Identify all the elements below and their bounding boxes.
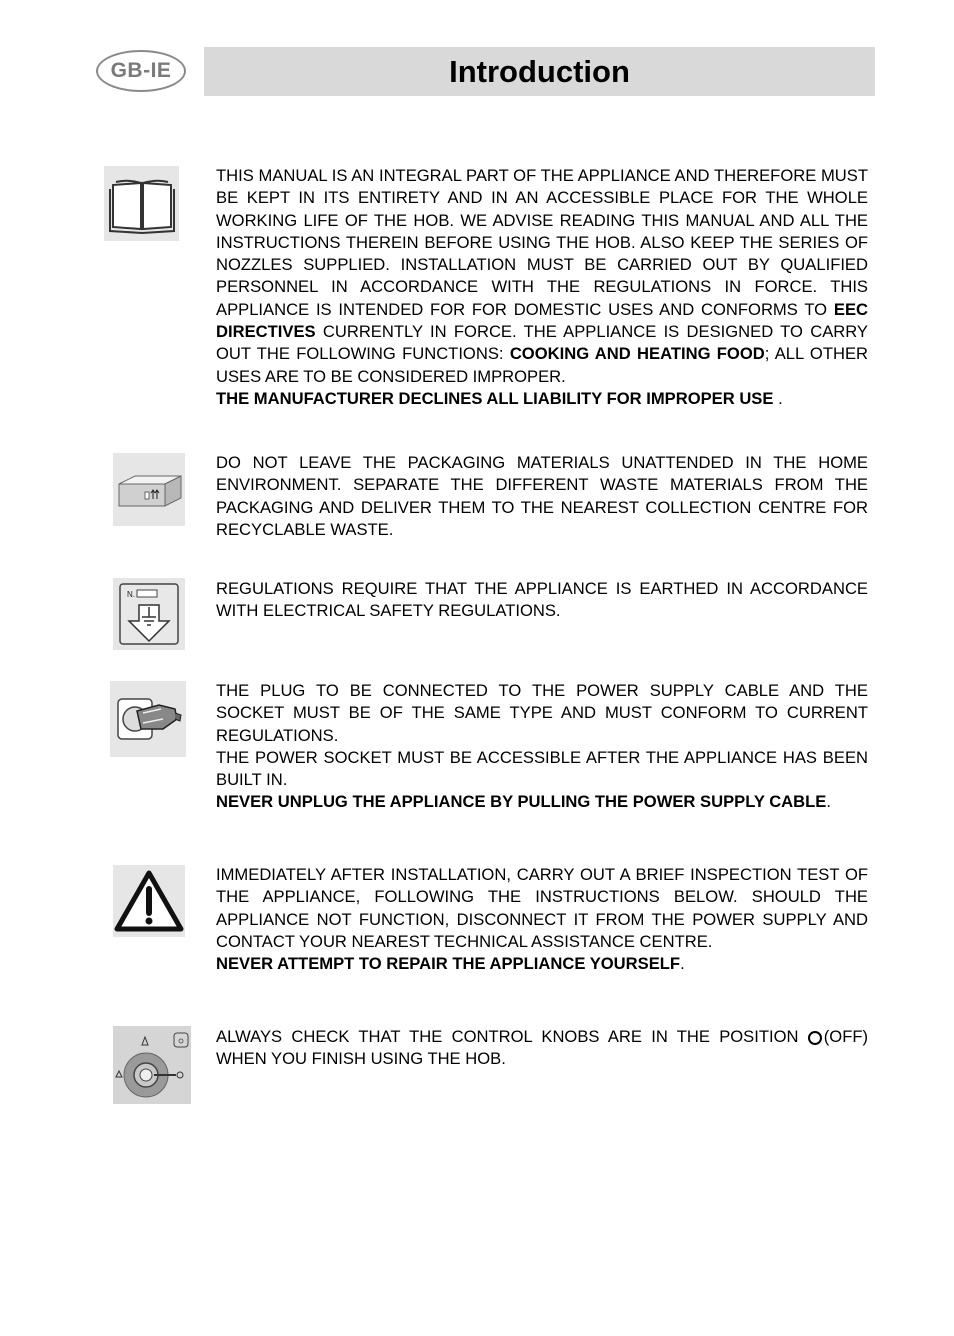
text: CURRENTLY IN FORCE. THE APPLIANCE IS DESIGNED TO CARRY OUT THE FOLLOWING FUNCTIONS: — [216, 322, 868, 364]
text: (OFF) WHEN YOU FINISH USING THE HOB. — [216, 1027, 868, 1069]
plug-socket-icon — [110, 681, 186, 757]
text: . — [826, 792, 831, 812]
open-book-icon — [104, 166, 179, 241]
earth-ground-icon — [113, 578, 185, 650]
paragraph — [216, 388, 868, 410]
paragraph — [216, 1026, 868, 1071]
paragraph — [216, 680, 868, 747]
paragraph — [216, 165, 868, 388]
paragraph — [216, 747, 868, 792]
paragraph — [216, 452, 868, 541]
bold-text: COOKING AND HEATING FOOD — [509, 344, 765, 364]
page-title: Introduction — [449, 53, 630, 89]
bold-text: NEVER ATTEMPT TO REPAIR THE APPLIANCE YOURSELF — [216, 954, 681, 974]
text: . — [680, 954, 685, 974]
text: IMMEDIATELY AFTER INSTALLATION, CARRY OUT A BRIEF INSPECTION TEST OF THE APPLIANCE, FOLLOWING THE INSTRUCTIONS BELOW. SHOULD THE APPLIANCE NOT FUNCTION, DISCONNECT IT FROM THE POWER SUPPLY AND CONTACT YOUR NEAREST TECHNICAL ASSISTANCE CENTRE. — [216, 865, 868, 951]
bold-text: THE MANUFACTURER DECLINES ALL LIABILITY FOR IMPROPER USE — [216, 388, 774, 408]
bold-text: NEVER UNPLUG THE APPLIANCE BY PULLING THE POWER SUPPLY CABLE — [216, 792, 827, 812]
title-bar — [204, 47, 875, 96]
bold-text: EEC DIRECTIVES — [216, 299, 868, 342]
text: ALWAYS CHECK THAT THE CONTROL KNOBS ARE IN THE POSITION — [216, 1027, 808, 1046]
text: REGULATIONS REQUIRE THAT THE APPLIANCE IS EARTHED IN ACCORDANCE WITH ELECTRICAL SAFETY REGULATIONS. — [216, 579, 868, 621]
paragraph — [216, 578, 868, 623]
paragraph — [216, 953, 868, 975]
control-knob-icon — [113, 1026, 191, 1104]
text: THE PLUG TO BE CONNECTED TO THE POWER SUPPLY CABLE AND THE SOCKET MUST BE OF THE SAME TYPE AND MUST CONFORM TO CURRENT REGULATIONS. — [216, 681, 868, 745]
packaging-box-icon — [113, 453, 185, 526]
text: ; ALL OTHER USES ARE TO BE CONSIDERED IMPROPER. — [216, 344, 869, 386]
section-manual-text — [216, 165, 868, 410]
paragraph — [216, 791, 868, 813]
section-plug-text — [216, 680, 868, 814]
text: DO NOT LEAVE THE PACKAGING MATERIALS UNATTENDED IN THE HOME ENVIRONMENT. SEPARATE THE DIFFERENT WASTE MATERIALS FROM THE PACKAGING AND DELIVER THEM TO THE NEAREST COLLECTION CENTRE FOR RECYCLABLE WASTE. — [216, 453, 868, 539]
warning-triangle-icon — [113, 865, 185, 937]
off-position-icon — [808, 1031, 822, 1045]
section-inspection-text — [216, 864, 868, 975]
section-packaging-text — [216, 452, 868, 541]
section-earthing-text — [216, 578, 868, 623]
text: THIS MANUAL IS AN INTEGRAL PART OF THE APPLIANCE AND THEREFORE MUST BE KEPT IN ITS ENTIRETY AND IN AN ACCESSIBLE PLACE FOR THE WHOLE WORKING LIFE OF THE HOB. WE ADVISE READING THIS MANUAL AND ALL THE INSTRUCTIONS THEREIN BEFORE USING THE HOB. ALSO KEEP THE SERIES OF NOZZLES SUPPLIED. INSTALLATION MUST BE CARRIED OUT BY QUALIFIED PERSONNEL IN ACCORDANCE WITH THE REGULATIONS IN FORCE. THIS APPLIANCE IS INTENDED FOR FOR DOMESTIC USES AND CONFORMS TO — [216, 166, 868, 319]
paragraph — [216, 864, 868, 953]
svg-text:N.: N. — [127, 590, 135, 599]
text: . — [773, 388, 783, 408]
section-knobs-text — [216, 1026, 868, 1071]
text: THE POWER SOCKET MUST BE ACCESSIBLE AFTER THE APPLIANCE HAS BEEN BUILT IN. — [216, 747, 868, 790]
language-badge: GB-IE — [96, 50, 186, 92]
